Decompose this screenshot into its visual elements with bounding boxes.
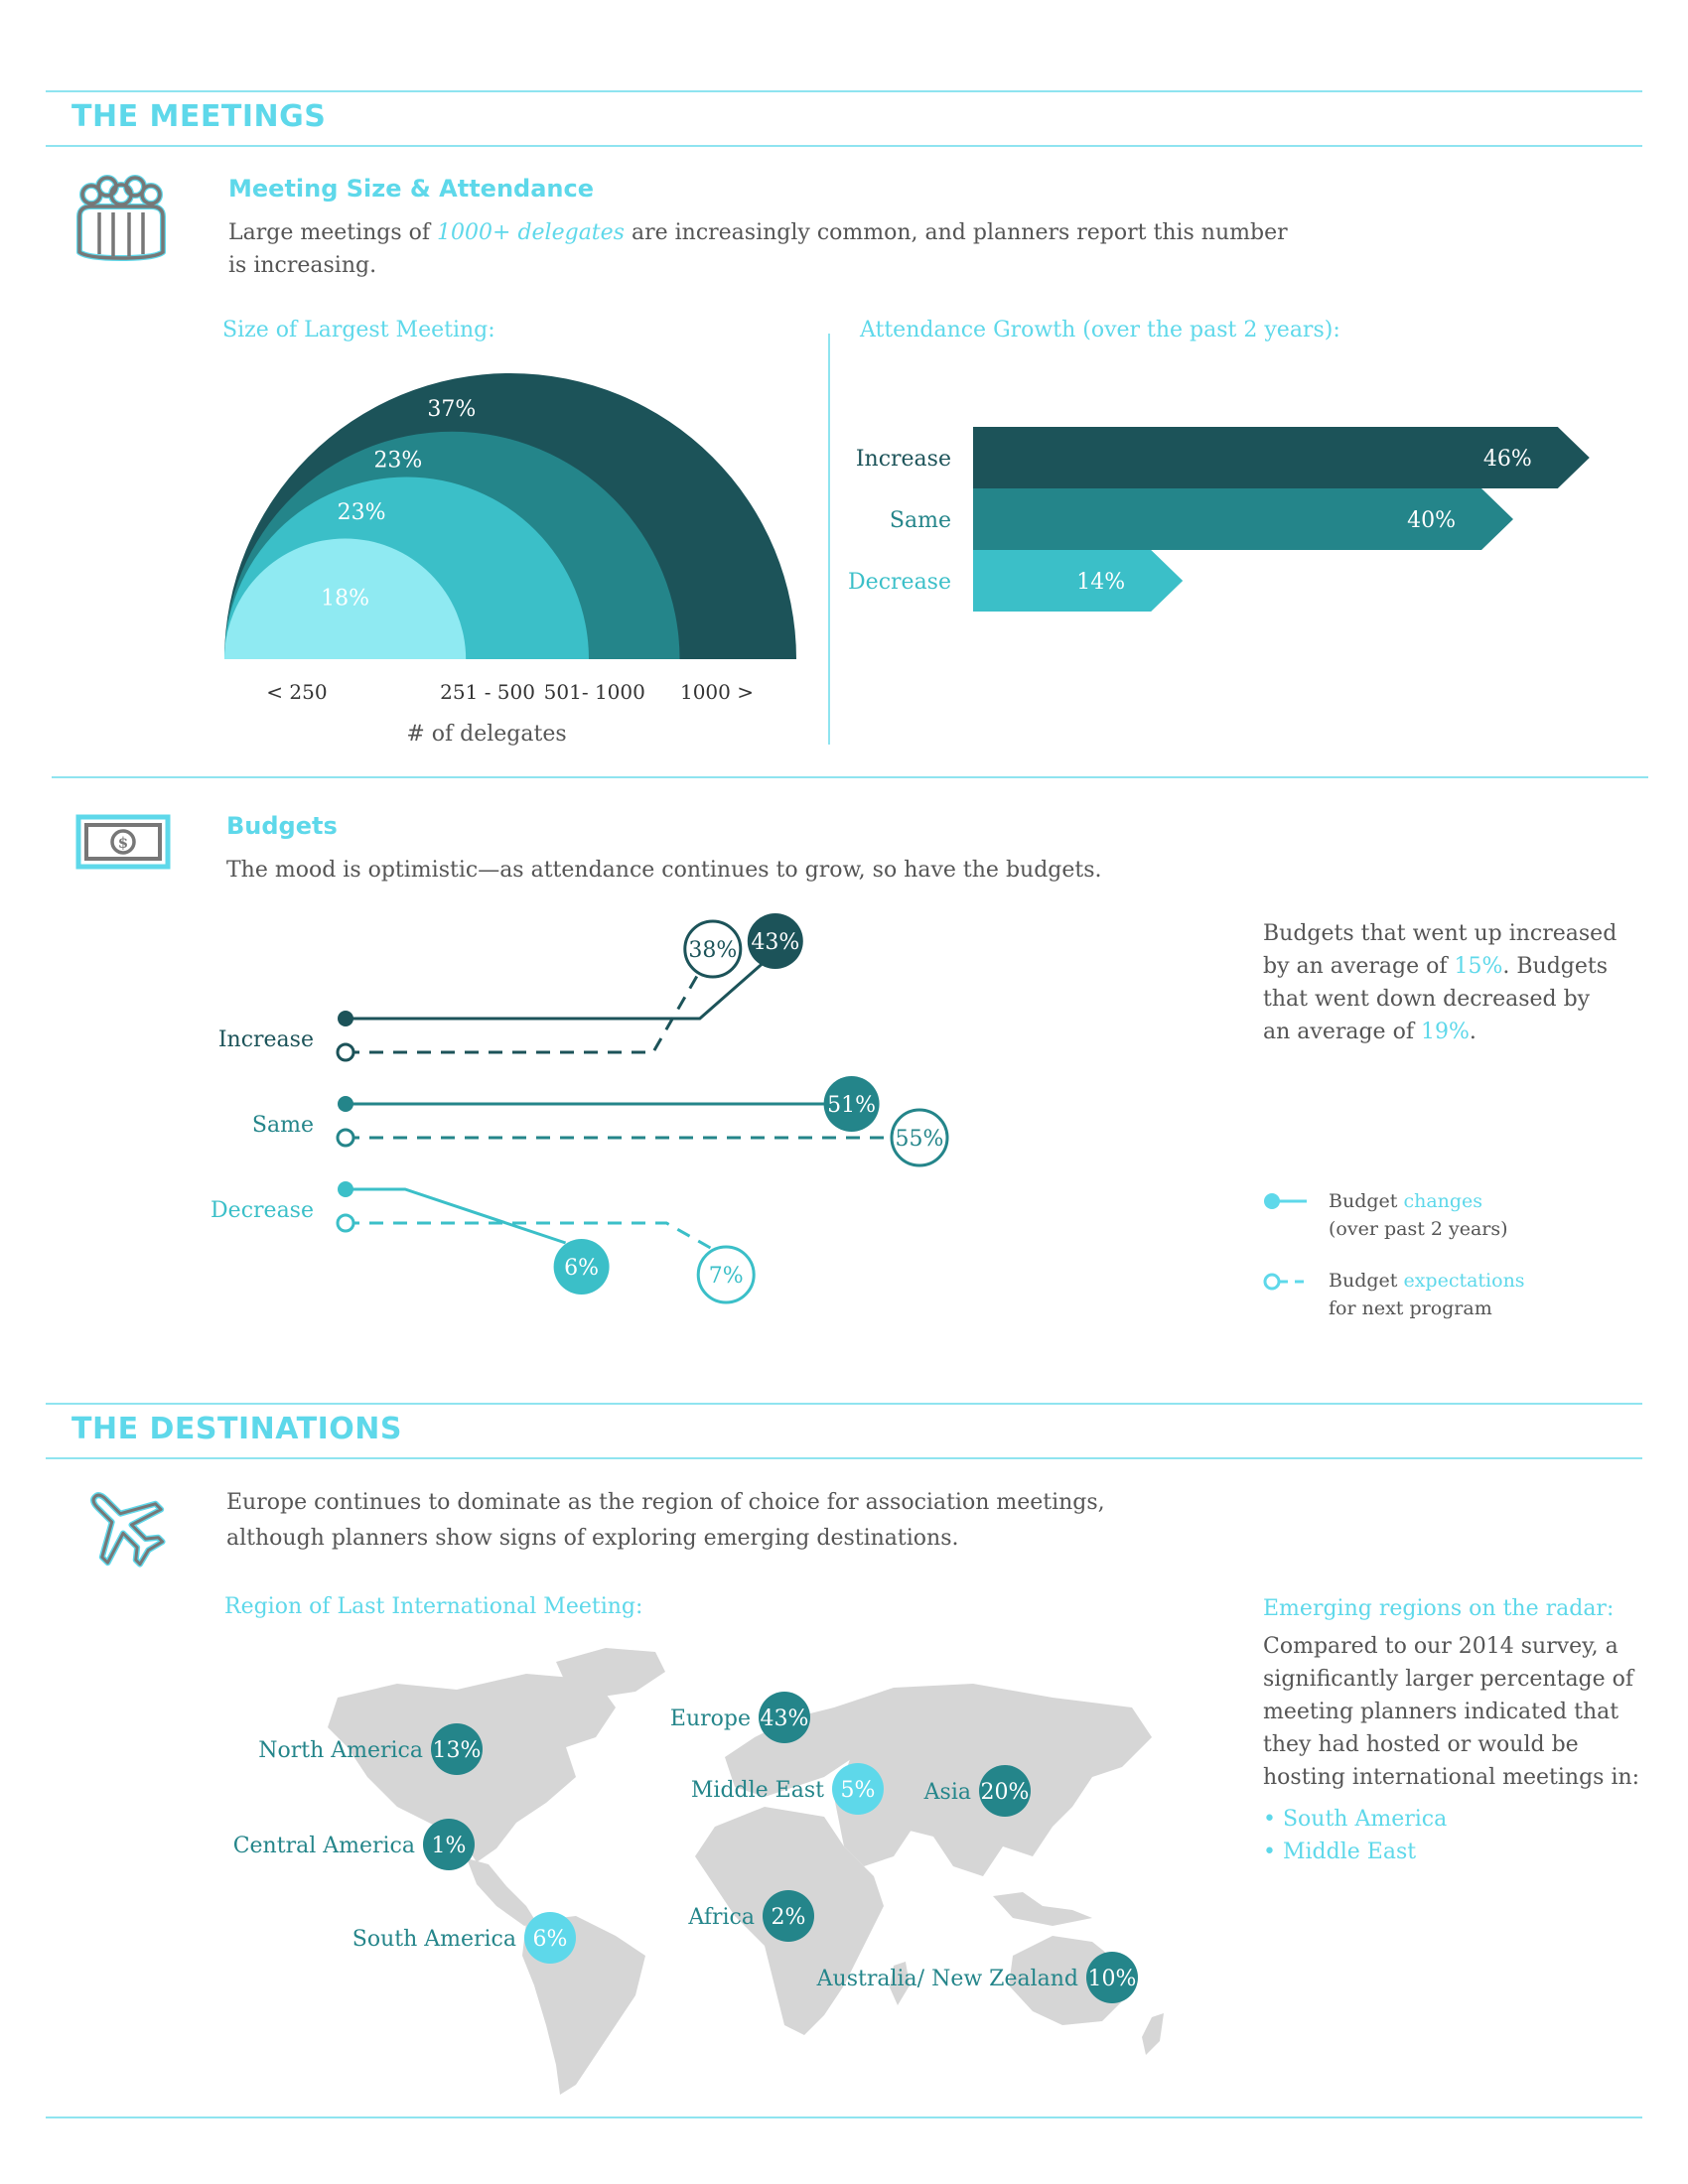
budget-changes-value: 51% [827, 1093, 877, 1118]
budgets-note-line1: Budgets that went up increased [1263, 921, 1618, 946]
region-value: 20% [980, 1780, 1030, 1805]
region-value: 5% [840, 1778, 876, 1803]
region-value: 13% [432, 1738, 482, 1763]
legend-changes-sub: (over past 2 years) [1329, 1218, 1508, 1240]
divider-budgets [52, 776, 1648, 778]
size-value-label: 18% [321, 586, 370, 612]
region-label: Europe [669, 1706, 751, 1731]
attendance-chart-title: Attendance Growth (over the past 2 years): [860, 318, 1340, 342]
svg-text:$: $ [117, 834, 129, 852]
budgets-note-up-avg: 15% [1454, 954, 1503, 979]
region-label: South America [352, 1927, 516, 1952]
legend-expectations-highlight: expectations [1403, 1270, 1525, 1292]
budget-changes-dot [338, 1096, 353, 1112]
budget-category-label: Increase [217, 1027, 314, 1052]
size-of-largest-meeting-chart [199, 357, 834, 754]
budget-expectations-dot [338, 1215, 353, 1231]
emerging-line4: they had hosted or would be [1263, 1732, 1579, 1757]
meeting-size-title: Meeting Size & Attendance [228, 175, 595, 203]
attendance-category-label: Decrease [848, 570, 951, 595]
section-title-meetings: THE MEETINGS [71, 99, 327, 134]
attendance-value-label: 46% [1482, 447, 1532, 472]
emerging-list [1263, 1803, 1447, 1868]
legend-expectations-swatch [1261, 1270, 1315, 1294]
airplane-icon [77, 1479, 169, 1570]
budget-changes-value: 43% [751, 930, 800, 955]
budgets-note-line2-after: . Budgets [1502, 954, 1609, 979]
region-label: Asia [923, 1780, 971, 1805]
divider-meetings [46, 145, 1642, 147]
divider-destinations [46, 1457, 1642, 1459]
region-chart-title: Region of Last International Meeting: [224, 1594, 643, 1619]
budget-expectations-value: 38% [688, 938, 738, 963]
emerging-line5: hosting international meetings in: [1263, 1765, 1640, 1790]
emerging-line2: significantly larger percentage of [1263, 1667, 1634, 1692]
meeting-size-text-before: Large meetings of [228, 220, 438, 245]
divider-bottom [46, 2116, 1642, 2118]
attendance-growth-chart [844, 427, 1599, 645]
emerging-item-label: Middle East [1282, 1840, 1417, 1864]
budget-expectations-dot [338, 1130, 353, 1146]
budgets-note-down-avg: 19% [1420, 1020, 1470, 1044]
meeting-size-highlight: 1000+ delegates [437, 220, 625, 245]
region-label: Middle East [690, 1778, 824, 1803]
map-new-zealand [1142, 2013, 1164, 2055]
destinations-text-line1: Europe continues to dominate as the region of choice for association meetings, [226, 1490, 1105, 1515]
region-value: 10% [1087, 1967, 1137, 1991]
attendance-value-label: 40% [1407, 508, 1456, 533]
size-chart-title: Size of Largest Meeting: [222, 318, 495, 342]
size-category-label: 1000 > [679, 680, 755, 704]
budgets-text: The mood is optimistic—as attendance continues to grow, so have the budgets. [226, 858, 1102, 883]
budget-category-label: Decrease [211, 1198, 314, 1223]
size-category-label: < 250 [266, 680, 328, 704]
emerging-title: Emerging regions on the radar: [1263, 1596, 1615, 1621]
region-label: Central America [232, 1834, 415, 1858]
region-value: 1% [431, 1834, 467, 1858]
attendance-value-label: 14% [1076, 570, 1126, 595]
people-group-icon [73, 173, 169, 264]
budgets-title: Budgets [226, 812, 338, 840]
meeting-size-text [228, 216, 1321, 282]
budget-changes-line [346, 1189, 566, 1243]
size-value-label: 23% [337, 499, 386, 525]
legend-changes-highlight: changes [1403, 1190, 1483, 1212]
region-label: North America [258, 1738, 423, 1763]
budget-changes-value: 6% [564, 1256, 600, 1281]
region-label: Africa [688, 1905, 755, 1930]
emerging-line3: meeting planners indicated that [1263, 1700, 1619, 1724]
budgets-note-line4-before: an average of [1263, 1020, 1421, 1044]
divider-destinations-top [46, 1403, 1642, 1405]
legend-changes-before: Budget [1329, 1190, 1404, 1212]
size-category-label: 251 - 500 [440, 680, 535, 704]
budget-expectations-line [346, 973, 699, 1052]
budget-expectations-value: 55% [895, 1127, 944, 1152]
budgets-note-line3: that went down decreased by [1263, 987, 1591, 1012]
money-bill-icon [75, 814, 171, 870]
region-label: Australia/ New Zealand [816, 1967, 1078, 1991]
size-axis-label: # of delegates [406, 722, 567, 747]
world-map-chart [199, 1628, 1192, 2105]
legend-changes-swatch [1261, 1189, 1311, 1213]
budget-expectations-value: 7% [708, 1264, 744, 1289]
size-value-label: 23% [373, 448, 423, 474]
emerging-item-label: South America [1282, 1807, 1448, 1832]
budget-expectations-line [346, 1223, 712, 1249]
legend-expectations [1329, 1267, 1525, 1322]
emerging-line1: Compared to our 2014 survey, a [1263, 1634, 1618, 1659]
map-central-america [467, 1858, 536, 1926]
attendance-category-label: Same [889, 508, 951, 533]
meeting-size-text-after: are increasingly common, and planners report this number [624, 220, 1288, 245]
emerging-text [1263, 1630, 1660, 1794]
attendance-category-label: Increase [855, 447, 951, 472]
budget-expectations-dot [338, 1044, 353, 1060]
region-value: 6% [532, 1927, 568, 1952]
budget-changes-dot [338, 1181, 353, 1197]
size-value-label: 37% [427, 396, 477, 422]
legend-expectations-before: Budget [1329, 1270, 1404, 1292]
region-value: 2% [771, 1905, 806, 1930]
emerging-item: • South America [1263, 1807, 1448, 1832]
region-value: 43% [760, 1706, 809, 1731]
destinations-text-line2: although planners show signs of exploring emerging destinations. [226, 1526, 959, 1551]
size-category-label: 501- 1000 [543, 680, 645, 704]
budgets-note [1263, 917, 1640, 1048]
legend-expectations-sub: for next program [1329, 1297, 1492, 1319]
emerging-item: • Middle East [1263, 1840, 1417, 1864]
map-indonesia [993, 1892, 1092, 1926]
divider-top [46, 90, 1642, 92]
budgets-note-line2-before: by an average of [1263, 954, 1455, 979]
destinations-text [226, 1485, 1219, 1557]
legend-changes [1329, 1187, 1508, 1243]
budget-category-label: Same [251, 1113, 314, 1138]
budgets-note-line4-after: . [1469, 1020, 1477, 1044]
budget-changes-dot [338, 1011, 353, 1026]
budget-chart [199, 913, 1192, 1330]
chart-divider [828, 334, 830, 745]
meeting-size-text-line2: is increasing. [228, 253, 377, 278]
section-title-destinations: THE DESTINATIONS [71, 1412, 402, 1446]
